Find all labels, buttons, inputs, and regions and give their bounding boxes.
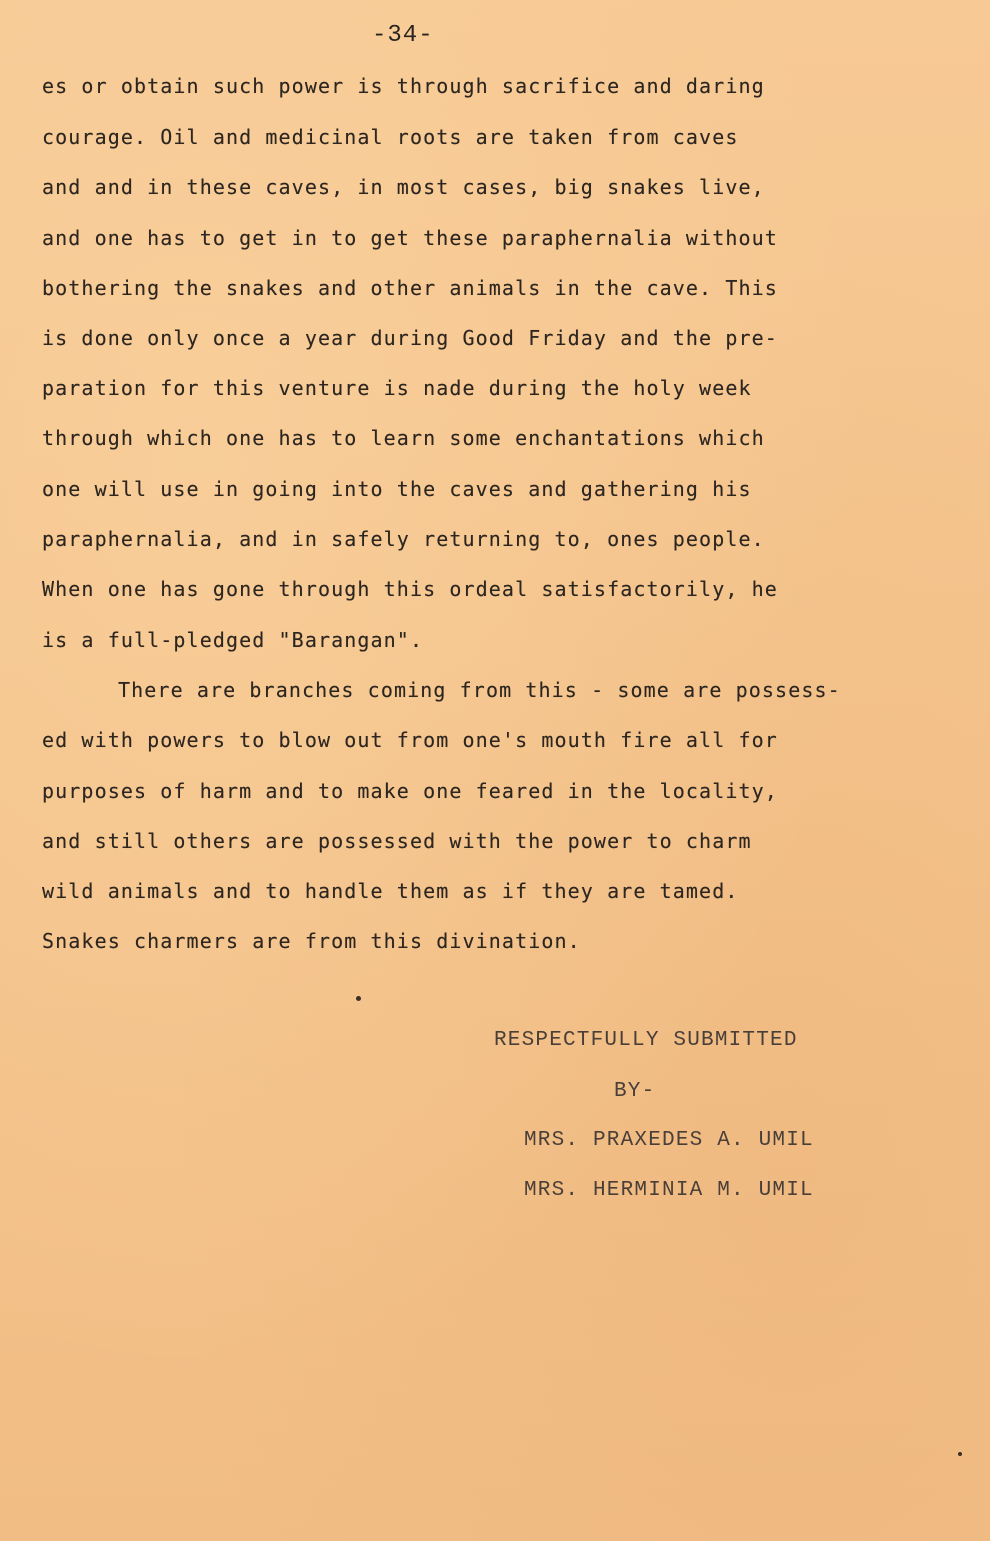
text-line: There are branches coming from this - some are possess- bbox=[118, 678, 841, 702]
by-line: BY- bbox=[614, 1080, 656, 1103]
text-line: one will use in going into the caves and gathering his bbox=[42, 477, 752, 501]
author-name: MRS. PRAXEDES A. UMIL bbox=[524, 1129, 814, 1152]
page-number: -34- bbox=[372, 22, 434, 49]
closing-line: RESPECTFULLY SUBMITTED bbox=[494, 1029, 798, 1052]
text-line: and still others are possessed with the power to charm bbox=[42, 829, 752, 853]
text-line: courage. Oil and medicinal roots are taken from caves bbox=[42, 125, 739, 149]
text-line: bothering the snakes and other animals in the cave. This bbox=[42, 276, 778, 300]
text-line: purposes of harm and to make one feared in the locality, bbox=[42, 779, 778, 803]
text-line: is a full-pledged "Barangan". bbox=[42, 628, 424, 652]
text-line: and one has to get in to get these paraphernalia without bbox=[42, 226, 778, 250]
text-line: wild animals and to handle them as if they are tamed. bbox=[42, 879, 739, 903]
text-line: When one has gone through this ordeal satisfactorily, he bbox=[42, 577, 778, 601]
text-line: through which one has to learn some enchantations which bbox=[42, 426, 765, 450]
author-name: MRS. HERMINIA M. UMIL bbox=[524, 1179, 814, 1202]
text-line: ed with powers to blow out from one's mouth fire all for bbox=[42, 728, 778, 752]
text-line: paraphernalia, and in safely returning to, ones people. bbox=[42, 527, 765, 551]
text-line: es or obtain such power is through sacrifice and daring bbox=[42, 74, 765, 98]
ink-speck bbox=[356, 996, 361, 1001]
text-line: is done only once a year during Good Friday and the pre- bbox=[42, 326, 778, 350]
text-line: Snakes charmers are from this divination. bbox=[42, 929, 581, 953]
paper-speck bbox=[958, 1452, 962, 1456]
text-line: paration for this venture is nade during the holy week bbox=[42, 376, 752, 400]
text-line: and and in these caves, in most cases, big snakes live, bbox=[42, 175, 765, 199]
